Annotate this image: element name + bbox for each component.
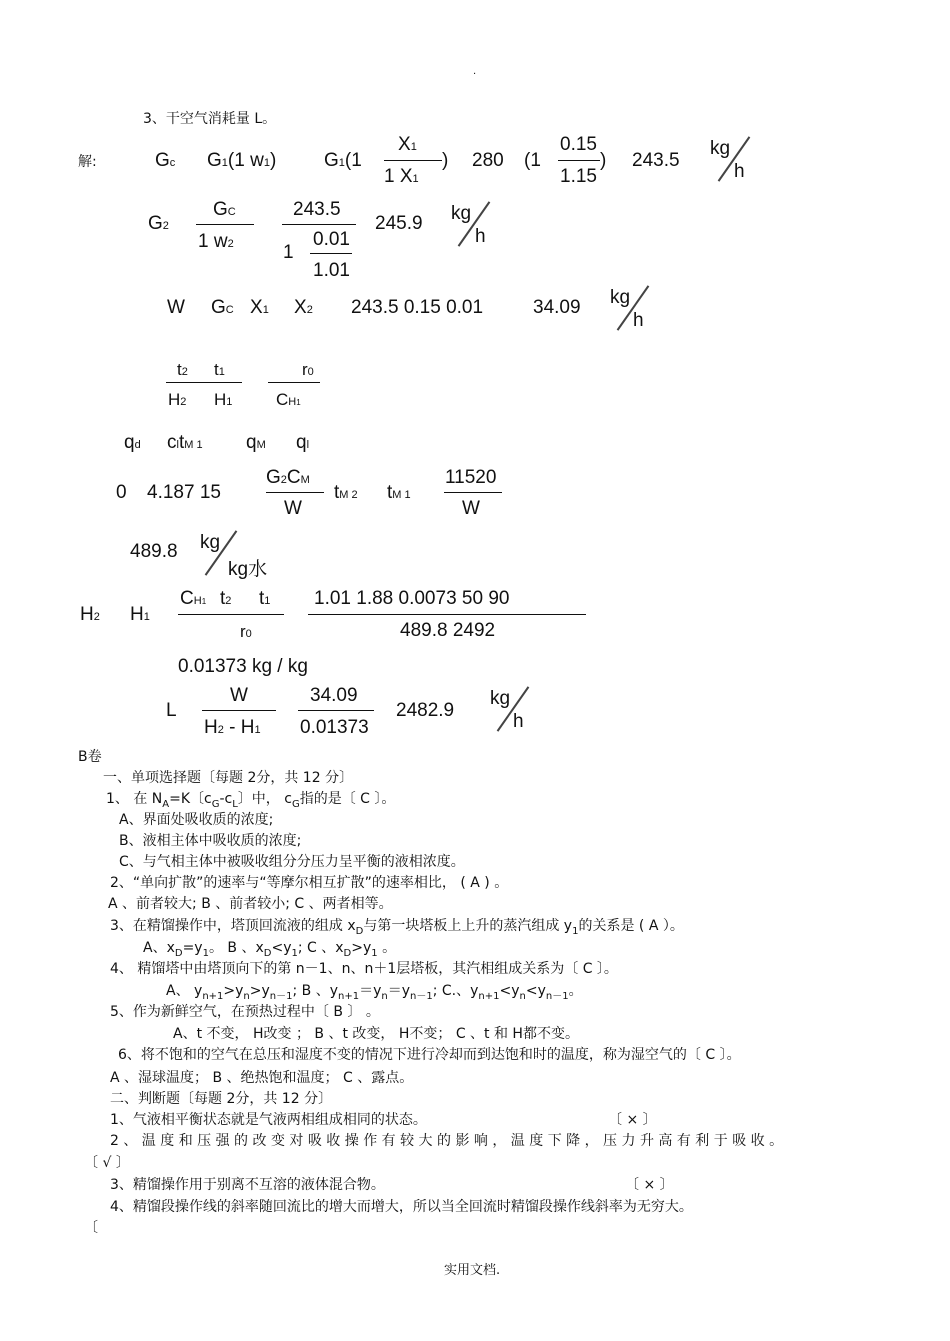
judge-4: 4、精馏段操作线的斜率随回流比的增大而增大，所以当全回流时精馏段操作线斜率为无穷大。: [110, 1199, 693, 1215]
question-3-options: A、$x_D=y_1$。 B 、$x_D<y_1$; C 、$x_D>y_1$ 。: [143, 940, 397, 959]
section-title: 3、干空气消耗量 L。: [143, 111, 277, 127]
solution-label: 解:: [78, 154, 97, 170]
equation-9: 0.01373 kg / kg: [178, 656, 308, 677]
question-5-options: A、t 不变， H改变 ； B 、t 改变， H不变； C 、t 和 H都不变。: [173, 1026, 579, 1042]
part-b-title: B卷: [78, 749, 102, 765]
judge-1-answer: 〔 × 〕: [608, 1112, 657, 1128]
question-4-options: A、 $y_{n+1}>y_n>y_{n-1}$; B 、$y_{n+1}=y_n=y_{n-1}$; C.、$y_{n+1}<y_n<y_{n-1}$。: [166, 983, 583, 1002]
question-5: 5、作为新鲜空气，在预热过程中〔 B 〕 。: [110, 1004, 380, 1020]
question-6: 6、将不饱和的空气在总压和湿度不变的情况下进行冷却而到达饱和时的温度，称为湿空气的〔 C 〕。: [118, 1047, 741, 1063]
header-dot: .: [473, 66, 477, 77]
judge-3: 3、精馏操作用于别离不互溶的液体混合物。: [110, 1177, 385, 1193]
section-1-title: 一、单项选择题〔每题 2分，共 12 分〕: [103, 770, 354, 786]
judge-2: 2 、 温 度 和 压 强 的 改 变 对 吸 收 操 作 有 较 大 的 影 响 ， 温 度 下 降 ， 压 力 升 高 有 利 于 吸 收 。: [110, 1133, 784, 1149]
question-1-option-b: B、液相主体中吸收质的浓度;: [119, 833, 302, 849]
section-2-title: 二、判断题〔每题 2分，共 12 分〕: [110, 1091, 333, 1107]
footer-text: 实用文档.: [444, 1263, 501, 1278]
question-2-options: A 、前者较大; B 、前者较小; C 、两者相等。: [108, 896, 393, 912]
question-2: 2、“单向扩散”的速率与“等摩尔相互扩散”的速率相比， ( A ) 。: [110, 875, 509, 891]
question-1-option-a: A、界面处吸收质的浓度;: [119, 812, 274, 828]
judge-2-answer: 〔 √ 〕: [84, 1155, 130, 1171]
judge-1: 1、气液相平衡状态就是气液两相组成相同的状态。: [110, 1112, 427, 1128]
judge-3-answer: 〔 × 〕: [625, 1177, 674, 1193]
judge-4-answer: 〔: [84, 1220, 98, 1236]
question-3: 3、在精馏操作中，塔顶回流液的组成 $x_D$与第一块塔板上上升的蒸汽组成 $y_1$的关系是 ( A ）。: [110, 918, 684, 937]
question-1: 1、 在 $N_A=K$〔$c_G-c_L$〕中， $c_G$指的是〔 C 〕。: [106, 791, 396, 810]
question-1-option-c: C、与气相主体中被吸收组分分压力呈平衡的液相浓度。: [119, 854, 465, 870]
question-6-options: A 、湿球温度； B 、绝热饱和温度； C 、露点。: [110, 1070, 414, 1086]
question-4: 4、 精馏塔中由塔顶向下的第 n－1、n、n＋1层塔板，其汽相组成关系为〔 C 〕。: [110, 961, 618, 977]
